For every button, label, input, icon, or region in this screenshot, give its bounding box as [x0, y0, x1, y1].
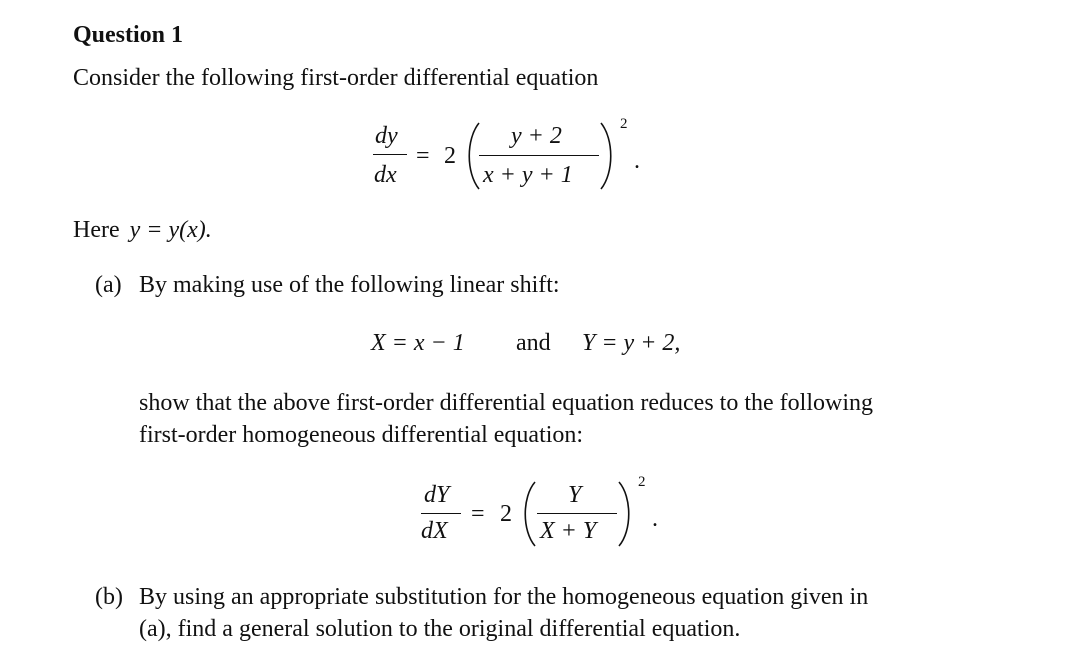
eq1-coefficient: 2: [444, 143, 456, 169]
eq2-right-paren: [616, 480, 636, 548]
eq2-denominator: X + Y: [540, 518, 597, 544]
eq2-fraction-bar: [537, 513, 617, 514]
part-a-text: By making use of the following linear shift:: [139, 272, 560, 298]
intro-text: Consider the following first-order differential equation: [73, 65, 599, 91]
shift-y-equation: Y = y + 2,: [582, 330, 681, 356]
eq2-left-paren: [518, 480, 538, 548]
question-title: Question 1: [73, 22, 184, 48]
part-b-line-1: By using an appropriate substitution for the homogeneous equation given in: [139, 584, 869, 610]
eq1-numerator: y + 2: [511, 123, 562, 149]
eq1-lhs-denominator: dx: [374, 162, 397, 188]
shift-x-equation: X = x − 1: [371, 330, 465, 356]
eq1-right-paren: [598, 121, 618, 191]
eq1-equals: =: [416, 143, 430, 169]
eq1-lhs-numerator: dy: [375, 123, 398, 149]
part-a-label: (a): [95, 272, 122, 298]
here-expression: y = y(x).: [129, 217, 212, 243]
eq2-lhs-numerator: dY: [424, 482, 450, 508]
eq2-lhs-denominator: dX: [421, 518, 448, 544]
eq1-denominator: x + y + 1: [483, 162, 573, 188]
eq1-fraction-bar: [479, 155, 599, 156]
eq1-lhs-fraction-bar: [373, 154, 407, 155]
part-a-show-line-2: first-order homogeneous differential equation:: [139, 422, 584, 448]
shift-and: and: [516, 330, 551, 356]
part-a-show-line-1: show that the above first-order differential equation reduces to the following: [139, 390, 873, 416]
here-line: [73, 218, 212, 242]
eq2-equals: =: [471, 501, 485, 527]
here-prefix: Here: [73, 217, 120, 243]
part-b-label: (b): [95, 584, 123, 610]
eq1-exponent: 2: [620, 116, 628, 132]
eq2-exponent: 2: [638, 474, 646, 490]
part-b-line-2: (a), find a general solution to the original differential equation.: [139, 616, 741, 642]
eq2-lhs-fraction-bar: [421, 513, 461, 514]
eq2-coefficient: 2: [500, 501, 512, 527]
eq2-period: .: [652, 506, 658, 532]
eq1-period: .: [634, 148, 640, 174]
eq2-numerator: Y: [568, 482, 582, 508]
